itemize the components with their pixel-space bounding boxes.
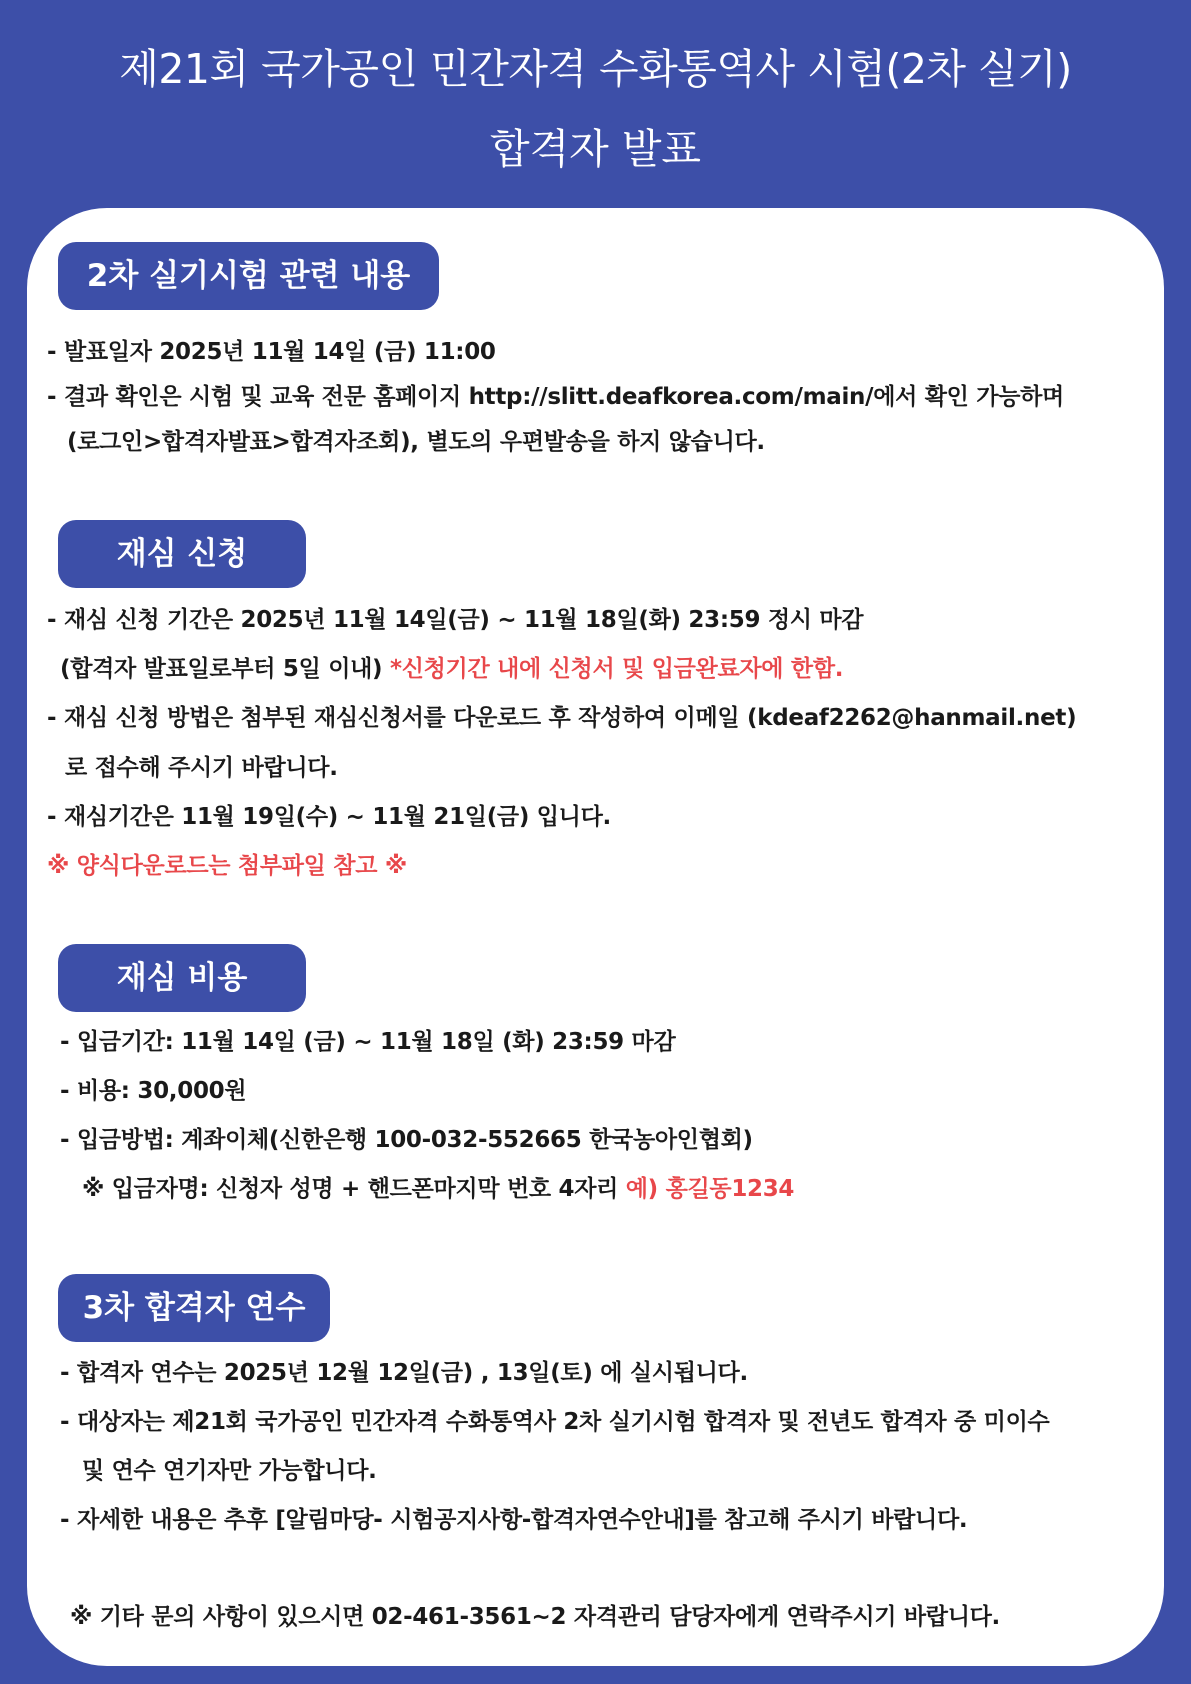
announcement-date: - 발표일자 2025년 11월 14일 (금) 11:00 xyxy=(47,339,496,365)
section-title-exam-info: 2차 실기시험 관련 내용 xyxy=(58,242,439,310)
result-check-info: - 결과 확인은 시험 및 교육 전문 홈페이지 http://slitt.deafkorea.com/main/에서 확인 가능하며 xyxy=(47,384,1064,410)
page-header xyxy=(0,0,1191,205)
appeal-review-period: - 재심기간은 11월 19일(수) ~ 11월 21일(금) 입니다. xyxy=(47,804,611,830)
notice-card xyxy=(27,208,1164,1666)
appeal-period-note xyxy=(60,654,843,684)
result-check-path: (로그인>합격자발표>합격자조회), 별도의 우편발송을 하지 않습니다. xyxy=(67,429,765,455)
form-download-note: ※ 양식다운로드는 첨부파일 참고 ※ xyxy=(47,853,407,879)
appeal-period: - 재심 신청 기간은 2025년 11월 14일(금) ~ 11월 18일(화) 23:59 정시 마감 xyxy=(47,607,864,633)
depositor-example: 예) 홍길동1234 xyxy=(625,1176,795,1202)
training-date: - 합격자 연수는 2025년 12월 12일(금) , 13일(토) 에 실시됩니다. xyxy=(60,1360,748,1386)
training-eligibility-cont: 및 연수 연기자만 가능합니다. xyxy=(82,1458,377,1484)
payment-period: - 입금기간: 11월 14일 (금) ~ 11월 18일 (화) 23:59 마감 xyxy=(60,1029,676,1055)
payment-method: - 입금방법: 계좌이체(신한은행 100-032-552665 한국농아인협회) xyxy=(60,1127,753,1153)
page-subtitle: 합격자 발표 xyxy=(489,125,702,173)
appeal-period-note-text: (합격자 발표일로부터 5일 이내) xyxy=(60,656,390,682)
appeal-condition-highlight: *신청기간 내에 신청서 및 입금완료자에 한함. xyxy=(389,656,844,682)
appeal-method-cont: 로 접수해 주시기 바랍니다. xyxy=(65,755,338,781)
appeal-method: - 재심 신청 방법은 첨부된 재심신청서를 다운로드 후 작성하여 이메일 (kdeaf2262@hanmail.net) xyxy=(47,705,1077,731)
depositor-name-rule xyxy=(82,1174,794,1204)
contact-info: ※ 기타 문의 사항이 있으시면 02-461-3561~2 자격관리 담당자에게 연락주시기 바랍니다. xyxy=(70,1604,1000,1630)
section-title-appeal: 재심 신청 xyxy=(58,520,306,588)
section-title-training: 3차 합격자 연수 xyxy=(58,1274,330,1342)
fee-amount: - 비용: 30,000원 xyxy=(60,1078,247,1104)
section-title-fee: 재심 비용 xyxy=(58,944,306,1012)
depositor-name-text: ※ 입금자명: 신청자 성명 + 핸드폰마지막 번호 4자리 xyxy=(82,1176,626,1202)
page-title: 제21회 국가공인 민간자격 수화통역사 시험(2차 실기) xyxy=(119,45,1072,93)
training-details: - 자세한 내용은 추후 [알림마당- 시험공지사항-합격자연수안내]를 참고해 주시기 바랍니다. xyxy=(60,1507,968,1533)
training-eligibility: - 대상자는 제21회 국가공인 민간자격 수화통역사 2차 실기시험 합격자 및 전년도 합격자 중 미이수 xyxy=(60,1409,1050,1435)
